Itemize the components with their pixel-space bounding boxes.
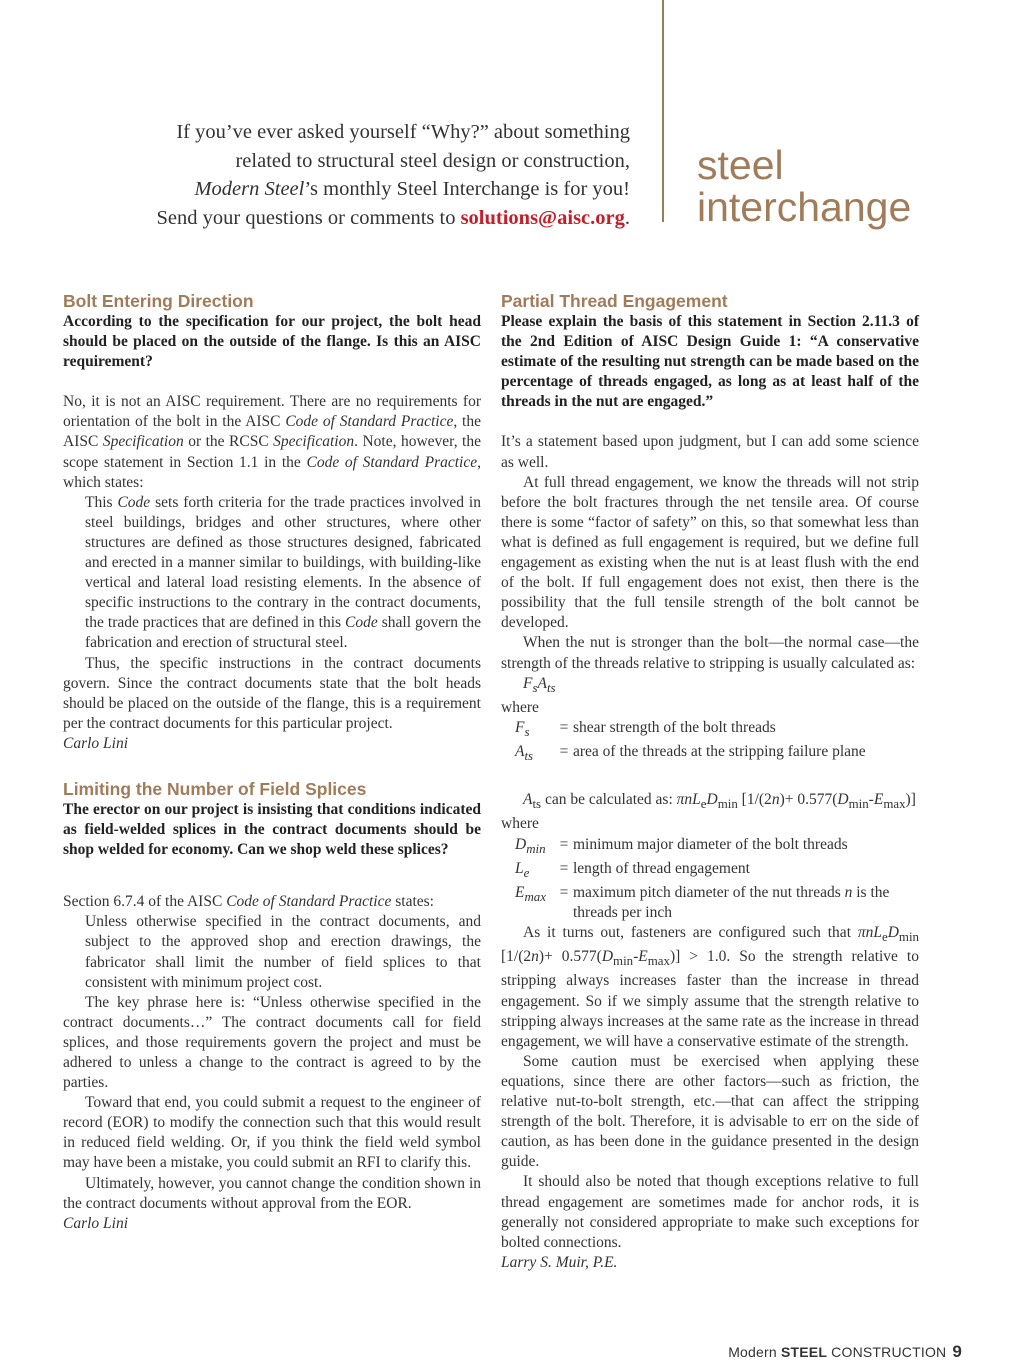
- email-link[interactable]: solutions@aisc.org: [460, 206, 625, 229]
- where-label: where: [501, 815, 539, 833]
- article-paragraph: No, it is not an AISC requirement. There are no requirements for orientation of the bolt in the AISC Code of Standard Practice, the AISC Specification or the RCSC Specification. Note, however, the scope statement in Section 1.1 in the Code of Standard Practice, which states:: [63, 393, 481, 491]
- page-footer: [728, 1342, 962, 1362]
- article-question: Please explain the basis of this statement in Section 2.11.3 of the 2nd Edition of AISC Design Guide 1: “A conservative estimate of the resulting nut strength can be made based on the percentage of threads engaged, as long as at least half of the threads in the nut are engaged.”: [501, 313, 919, 411]
- intro-line-1: If you’ve ever asked yourself “Why?” about something: [176, 121, 630, 143]
- definitions-table: [515, 835, 919, 924]
- left-column: [63, 290, 481, 1234]
- block-quote: This Code sets forth criteria for the trade practices involved in steel buildings, bridges and other structures, where other structures are defined as those structures designed, fabricated and erected in a manner similar to buildings, with building-like vertical and lateral load resisting elements. In the absence of specific instructions to the contrary in the contract documents, the trade practices that are defined in this Code shall govern the fabrication and erection of structural steel.: [85, 493, 481, 652]
- footer-modern: Modern: [728, 1344, 781, 1360]
- article-paragraph: It should also be noted that though exceptions relative to full thread engagement are sometimes made for anchor rods, it is generally not considered appropriate to make such exceptions for bolted connections.: [501, 1173, 919, 1251]
- author-signature: Carlo Lini: [63, 734, 129, 752]
- article-paragraph: At full thread engagement, we know the threads will not strip before the bolt fractures through the net tensile area. Of course there is some “factor of safety” on this, so that somewhat less than what is defined as full engagement is required, but we define full engagement as existing when the nut is at least flush with the end of the bolt. If full engagement does not exist, then there is the possibility that the full tensile strength of the bolt cannot be developed.: [501, 473, 919, 632]
- article-paragraph: As it turns out, fasteners are configured such that $\pi nL_eD_{min}$ $[1/(2n)+ 0.577(D_{min}-E_{max})] > 1.0$. So the strength relative to stripping always increases faster than the increase in thread engagement. So if we simply assume that the strength relative to stripping always increases at the same rate as the increase in thread engagement, we will have a conservative estimate of the strength.: [501, 924, 919, 1050]
- section-brand: [697, 144, 911, 228]
- footer-construction: CONSTRUCTION: [827, 1344, 947, 1360]
- header-divider-rule: [662, 0, 664, 222]
- brand-line-steel: steel: [697, 142, 784, 188]
- footer-steel: STEEL: [780, 1344, 828, 1360]
- definition-row: $A_{ts}$ = area of the threads at the stripping failure plane: [515, 743, 866, 764]
- intro-line-3: ’s monthly Steel Interchange is for you!: [304, 178, 630, 200]
- author-signature: Carlo Lini: [63, 1214, 129, 1232]
- equation-fs-ats: $F_sA_{ts}$: [523, 674, 556, 695]
- article-paragraph: The key phrase here is: “Unless otherwise specified in the contract documents…” The contract documents call for field splices, and those requirements govern the project and must be adhered to unless a change to the contract is agreed to by the parties.: [63, 993, 481, 1092]
- article-paragraph: Section 6.7.4 of the AISC Code of Standard Practice states:: [63, 893, 434, 911]
- article-paragraph: Toward that end, you could submit a request to the engineer of record (EOR) to modify the connection such that this would result in reduced field welding. Or, if you think the field weld symbol may have been a mistake, you could submit an RFI to clarify this.: [63, 1094, 481, 1172]
- page-number: 9: [952, 1342, 962, 1361]
- intro-line-4: Send your questions or comments to: [156, 206, 461, 229]
- brand-line-interchange: interchange: [697, 184, 912, 230]
- article-paragraph: Thus, the specific instructions in the contract documents govern. Since the contract documents state that the bolt heads should be placed on the outside of the flange, this is a requirement per the contract documents for this particular project.: [63, 654, 481, 732]
- article-question: The erector on our project is insisting that conditions indicated as field-welded splices in the contract documents should be shop welded for economy. Can we shop weld these splices?: [63, 800, 481, 859]
- article-paragraph: It’s a statement based upon judgment, but I can add some science as well.: [501, 433, 919, 471]
- ats-calculation: $A_{ts}$ can be calculated as: $\pi nL_eD_{min}$ $[1/(2n)+ 0.577(D_{min}-E_{max})]$: [523, 791, 916, 812]
- article-paragraph: Ultimately, however, you cannot change the condition shown in the contract documents without approval from the EOR.: [63, 1174, 481, 1212]
- intro-period: .: [624, 206, 630, 229]
- block-quote: Unless otherwise specified in the contract documents, and subject to the approved shop and erection drawings, the fabricator shall limit the number of field splices to that consistent with minimum project cost.: [85, 913, 481, 991]
- author-signature: Larry S. Muir, P.E.: [501, 1253, 618, 1271]
- article-paragraph: Some caution must be exercised when applying these equations, since there are other factors—such as friction, the relative nut-to-bolt strength, etc.—that can affect the stripping strength of the bolt. Therefore, it is advisable to err on the side of caution, as has been done in the guidance presented in the design guide.: [501, 1052, 919, 1171]
- article-question: According to the specification for our project, the bolt head should be placed on the outside of the flange. Is this an AISC requirement?: [63, 313, 481, 371]
- definition-row: $L_e$ = length of thread engagement: [515, 859, 750, 880]
- article-title-bolt-entering: Bolt Entering Direction: [63, 291, 254, 311]
- article-title-field-splices: Limiting the Number of Field Splices: [63, 778, 367, 799]
- article-title-thread-engagement: Partial Thread Engagement: [501, 291, 728, 311]
- article-paragraph: When the nut is stronger than the bolt—the normal case—the strength of the threads relative to stripping is usually calculated as:: [501, 634, 919, 672]
- intro-line-2: related to structural steel design or construction,: [235, 149, 630, 172]
- definitions-table: [515, 718, 866, 766]
- definition-row: $D_{min}$ = minimum major diameter of the bolt threads: [515, 835, 848, 856]
- definition-row: $F_s$ = shear strength of the bolt threads: [515, 718, 776, 739]
- where-label: where: [501, 698, 539, 716]
- intro-text: [100, 118, 630, 232]
- right-column: [501, 290, 919, 1273]
- magazine-name: Modern Steel: [194, 178, 305, 200]
- definition-row: $E_{max}$ = maximum pitch diameter of the nut threads n is the threads per inch: [515, 883, 890, 921]
